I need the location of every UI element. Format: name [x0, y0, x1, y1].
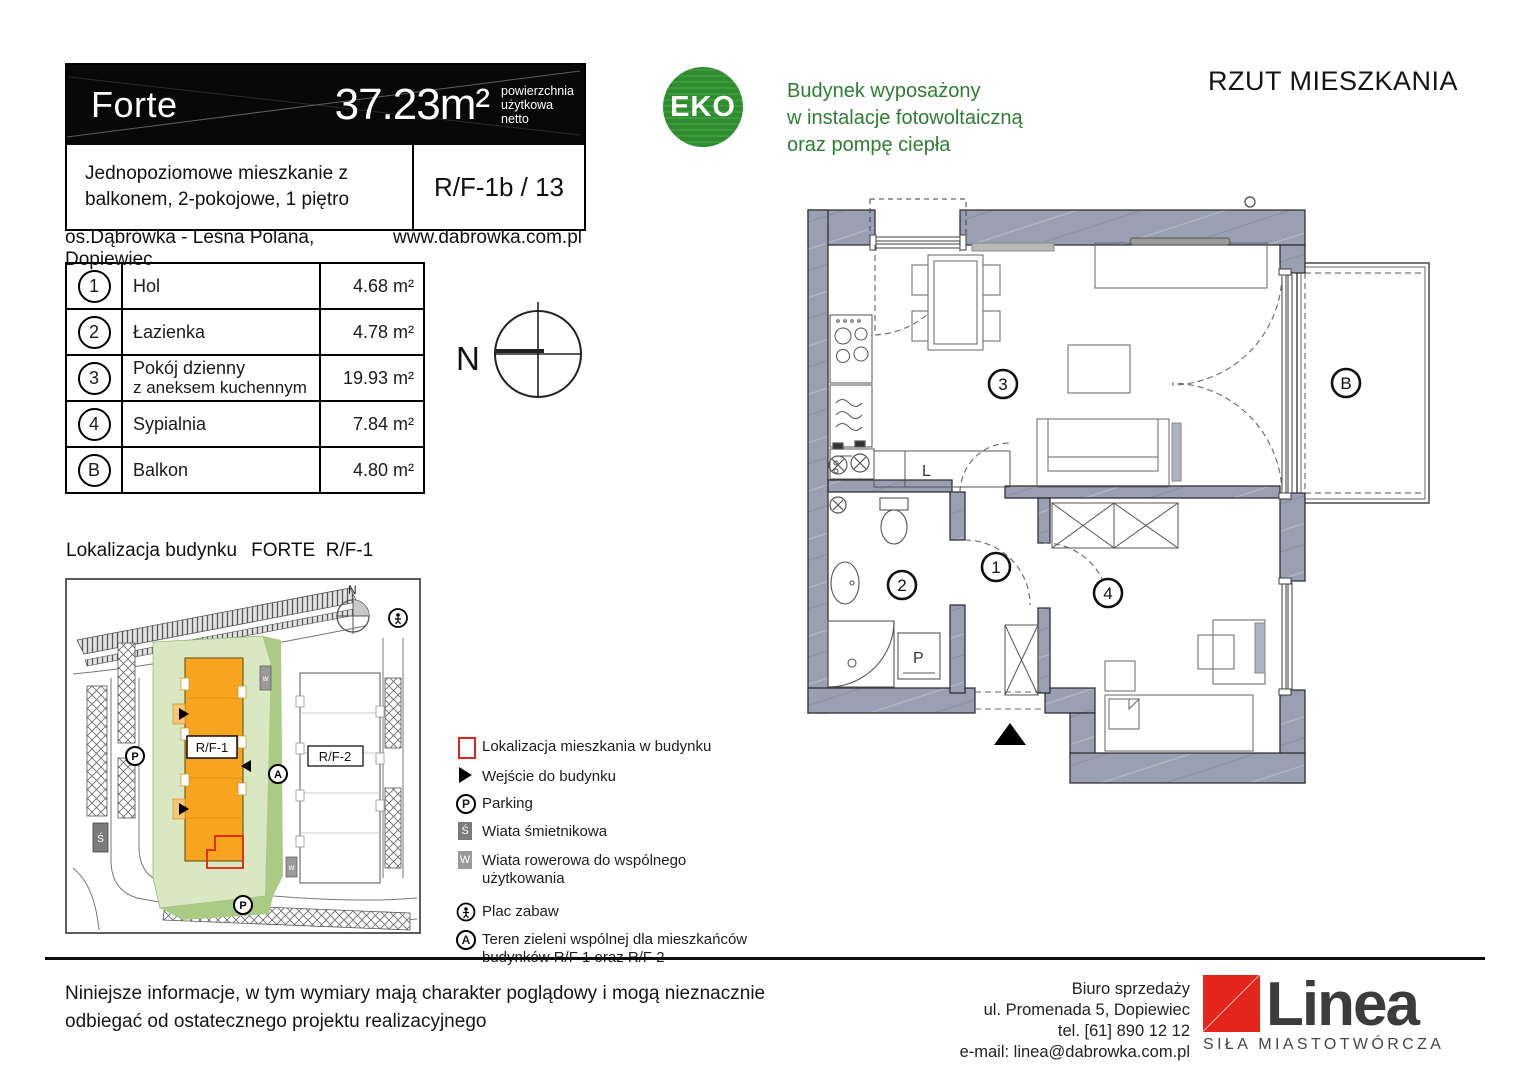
- legend-item: [456, 794, 766, 814]
- room-area: 4.78 m²: [319, 310, 423, 354]
- tv-cabinet: [1095, 243, 1267, 288]
- disclaimer-line: Niniejsze informacje, w tym wymiary mają charakter poglądowy i mogą nieznacznie: [65, 983, 766, 1004]
- north-compass: [448, 294, 598, 412]
- room-name-text: Hol: [133, 275, 161, 296]
- legend-item: [456, 851, 766, 888]
- location-title-prefix: Lokalizacja budynku: [66, 540, 238, 561]
- svg-text:A: A: [274, 769, 282, 781]
- room-area: 19.93 m²: [319, 356, 423, 400]
- toilet: [881, 510, 907, 544]
- area-note-line: netto: [501, 112, 529, 126]
- apartment-area: 37.23m²: [334, 80, 490, 129]
- map-playground-icon: [389, 609, 407, 627]
- entrance-arrow: [994, 723, 1026, 745]
- nightstand: [1105, 661, 1135, 691]
- eko-badge-text: EKO: [670, 90, 736, 123]
- eco-description: [787, 78, 1023, 159]
- room-name: [123, 461, 319, 480]
- room-label-hall: 1: [991, 558, 1001, 577]
- disclaimer-line: odbiegać od ostatecznego projektu realizacyjnego: [65, 1011, 487, 1032]
- floor-plan: [800, 193, 1445, 798]
- legend-item: [456, 737, 766, 759]
- compass-n-label: N: [456, 340, 480, 377]
- office-line: ul. Promenada 5, Dopiewiec: [983, 1001, 1190, 1019]
- table-row: [67, 448, 423, 492]
- tv: [1130, 238, 1230, 245]
- legend-item: [456, 902, 766, 922]
- shower: [828, 621, 894, 687]
- legend-label: Lokalizacja mieszkania w budynku: [482, 738, 712, 755]
- eco-line: oraz pompę ciepła: [787, 134, 951, 156]
- desk-chair: [1198, 635, 1234, 669]
- building-rf1-label: R/F-1: [195, 740, 229, 755]
- table-row: [67, 356, 423, 402]
- header-black-band: [67, 65, 584, 145]
- room-number-cell: [67, 264, 123, 308]
- table-row: [67, 264, 423, 310]
- room-number-badge: 1: [78, 270, 111, 303]
- dining-set: [912, 255, 1000, 350]
- legend-item: [456, 930, 766, 967]
- room-area: 7.84 m²: [319, 402, 423, 446]
- coffee-table: [1068, 345, 1130, 393]
- legend-label: Wiata śmietnikowa: [482, 823, 608, 840]
- legend-label: Wiata rowerowa do wspólnego użytkowania: [482, 852, 687, 887]
- legend-item: [456, 822, 766, 841]
- room-number-cell: [67, 402, 123, 446]
- sofa: [1037, 419, 1169, 487]
- eco-line: Budynek wyposażony: [787, 80, 981, 102]
- table-row: [67, 310, 423, 356]
- dishwasher: [830, 385, 872, 447]
- linea-logo-tagline: SIŁA MIASTOTWÓRCZA: [1203, 1036, 1445, 1053]
- description-line: balkonem, 2-pokojowe, 1 piętro: [85, 189, 350, 210]
- location-title-building: FORTE R/F-1: [251, 540, 374, 561]
- legend-label: Wejście do budynku: [482, 768, 616, 785]
- radiator: [1255, 623, 1265, 673]
- room-name-text: Balkon: [133, 459, 189, 480]
- map-bike-icon: [260, 666, 271, 690]
- map-shed-icon: [93, 823, 108, 852]
- radiator: [972, 243, 1054, 251]
- eco-line: w instalacje fotowoltaiczną: [787, 107, 1023, 129]
- map-compass-n: N: [348, 583, 357, 597]
- footer-divider: [45, 957, 1485, 960]
- washbasin: [831, 562, 859, 604]
- bed: [1105, 695, 1253, 751]
- entrance-icon: [459, 767, 472, 783]
- room-name: [123, 277, 319, 296]
- map-parking-icon: [126, 747, 144, 765]
- room-number-cell: [67, 448, 123, 492]
- description-line: Jednopoziomowe mieszkanie z: [85, 163, 348, 184]
- trash-shed-icon: Ś: [458, 822, 472, 840]
- eko-badge: [663, 67, 743, 147]
- map-parking-icon: [234, 896, 252, 914]
- map-green-area-icon: [269, 765, 287, 783]
- area-note: [501, 84, 574, 126]
- room-name: [123, 359, 319, 397]
- room-number-cell: [67, 310, 123, 354]
- bike-shed-icon: W: [458, 851, 472, 869]
- room-name-text: Pokój dzienny: [133, 358, 246, 378]
- fridge-label: L: [922, 463, 931, 480]
- toilet-tank: [880, 498, 908, 510]
- room-label-bathroom: 2: [897, 576, 907, 595]
- plumbing-shaft: [829, 441, 869, 513]
- sales-office-contact: [960, 979, 1190, 1063]
- building-rf2: [296, 673, 384, 883]
- svg-text:P: P: [131, 751, 139, 763]
- room-label-living: 3: [998, 375, 1008, 394]
- room-number-badge: 3: [78, 362, 111, 395]
- apartment-header-card: [65, 63, 586, 231]
- room-name-text-2: z aneksem kuchennym: [133, 378, 307, 397]
- estate-name: os.Dąbrówka - Leśna Polana, Dopiewiec: [65, 227, 315, 270]
- table-row: [67, 402, 423, 448]
- area-note-line: powierzchnia: [501, 84, 574, 98]
- room-name-text: Łazienka: [133, 321, 206, 342]
- office-email: e-mail: linea@dabrowka.com.pl: [959, 1043, 1190, 1061]
- wardrobes: [1005, 503, 1178, 695]
- balcony: [1297, 263, 1429, 503]
- room-number-badge: 4: [78, 408, 111, 441]
- room-name: [123, 323, 319, 342]
- legend-label: Plac zabaw: [482, 903, 559, 920]
- linea-logo-text: Linea: [1266, 970, 1418, 1039]
- linea-logo: [1203, 970, 1463, 1054]
- map-bike-icon: [286, 857, 297, 877]
- map-legend: [456, 737, 766, 975]
- living-furniture: [972, 238, 1267, 487]
- room-area: 4.80 m²: [319, 448, 423, 492]
- building-rf2-label: R/F-2: [318, 749, 352, 764]
- unit-code: R/F-1b / 13: [412, 145, 584, 229]
- legend-label-line: Teren zieleni wspólnej dla mieszkańców: [482, 931, 748, 948]
- svg-text:P: P: [239, 900, 247, 912]
- room-name: [123, 415, 319, 434]
- room-number-badge: 2: [78, 316, 111, 349]
- svg-text:w: w: [288, 863, 295, 872]
- page-title: RZUT MIESZKANIA: [1207, 66, 1458, 96]
- rooms-table: [65, 262, 425, 494]
- walls: [808, 210, 1305, 783]
- room-name-text: Sypialnia: [133, 413, 207, 434]
- footer-disclaimer: [65, 980, 765, 1036]
- location-title: [66, 540, 373, 562]
- vent-mark: [1245, 197, 1255, 207]
- website-link: www.dabrowka.com.pl: [392, 227, 582, 248]
- room-number-badge: B: [78, 454, 111, 487]
- bedroom-furniture: [1105, 620, 1265, 751]
- playground-icon: [456, 902, 476, 922]
- washer-label: P: [913, 650, 924, 667]
- legend-label: [482, 930, 747, 967]
- linea-logo-square: [1203, 975, 1260, 1032]
- room-label-balcony: B: [1340, 374, 1352, 393]
- legend-label: Parking: [482, 795, 533, 812]
- apartment-name: Forte: [91, 84, 178, 125]
- legend-item: [456, 767, 766, 786]
- room-area: 4.68 m²: [319, 264, 423, 308]
- office-line: Biuro sprzedaży: [1071, 980, 1190, 998]
- office-line: tel. [61] 890 12 12: [1057, 1022, 1190, 1040]
- room-number-cell: [67, 356, 123, 400]
- site-map: [65, 578, 421, 934]
- svg-text:w: w: [262, 674, 269, 683]
- parking-icon: P: [456, 794, 476, 814]
- area-note-line: użytkowa: [501, 98, 554, 112]
- building-rf1: [173, 658, 251, 868]
- svg-text:Ś: Ś: [97, 834, 104, 845]
- header-info-row: [67, 145, 584, 229]
- apartment-description: [67, 145, 412, 229]
- green-area-icon: A: [456, 930, 476, 950]
- apartment-location-icon: [458, 737, 476, 759]
- radiator: [1172, 423, 1181, 481]
- room-label-bedroom: 4: [1103, 584, 1113, 603]
